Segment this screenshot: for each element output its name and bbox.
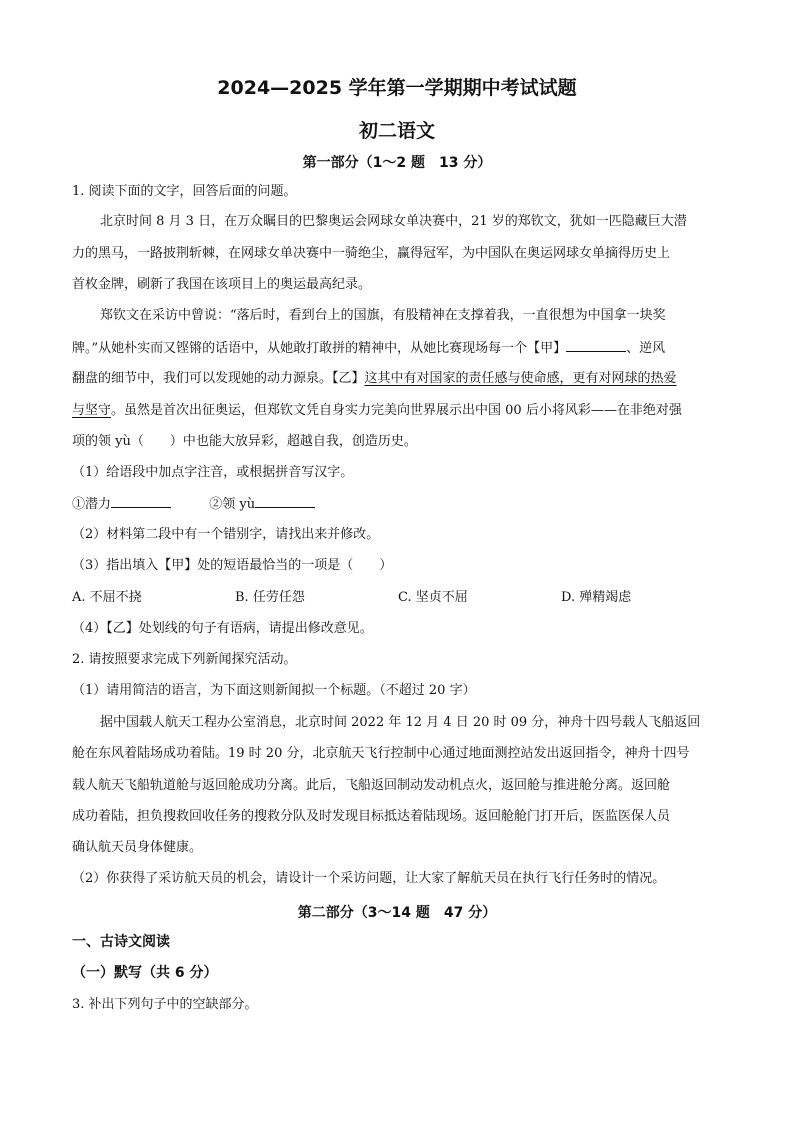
q2-intro: 2. 请按照要求完成下列新闻探究活动。	[72, 652, 297, 667]
q1-para2-line5: 项的领 yù（ ）中也能大放异彩，超越自我，创造历史。	[72, 434, 417, 449]
news-line1: 据中国载人航天工程办公室消息，北京时间 2022 年 12 月 4 日 20 时 09 分，神舟十四号载人飞船返回	[100, 715, 701, 730]
part2-heading: 第二部分（3～14 题 47 分）	[297, 905, 497, 921]
q2-sub2: （2）你获得了采访航天员的机会，请设计一个采访问题，让大家了解航天员在执行飞行任务时的情况。	[72, 871, 666, 886]
subject-title: 初二语文	[358, 120, 435, 142]
q1-para2-line3-text: 翻盘的细节中，我们可以发现她的动力源泉。【乙】	[72, 371, 365, 386]
q1-para1-line1: 北京时间 8 月 3 日，在万众瞩目的巴黎奥运会网球女单决赛中，21 岁的郑钦文，犹如一匹隐藏巨大潜	[100, 214, 687, 229]
q1-para1-line2: 力的黑马，一路披荆斩棘，在网球女单决赛中一骑绝尘，赢得冠军，为中国队在奥运网球女单摘得历史上	[72, 246, 671, 261]
q1-sub4: （4）【乙】处划线的句子有语病，请提出修改意见。	[72, 621, 373, 636]
q1-para2-line2-text: 牌。”从她朴实而又铿锵的话语中，从她敢打敢拼的精神中，从她比赛现场每一个【甲】	[72, 341, 567, 356]
sub1-item-a: ①潜力	[72, 497, 112, 512]
q1-para2-line2-tail: 、逆风	[626, 341, 666, 356]
q3-intro: 3. 补出下列句子中的空缺部分。	[72, 997, 258, 1012]
q2-sub1: （1）请用简洁的语言，为下面这则新闻拟一个标题。（不超过 20 字）	[72, 683, 476, 698]
part1-heading: 第一部分（1～2 题 13 分）	[302, 155, 492, 171]
q1-intro: 1. 阅读下面的文字，回答后面的问题。	[72, 184, 297, 199]
yi-underlined-sentence: 这其中有对国家的责任感与使命感，更有对网球的热爱	[364, 371, 677, 386]
news-line5: 确认航天员身体健康。	[72, 840, 203, 855]
jia-blank[interactable]	[566, 339, 626, 352]
q1-sub3: （3）指出填入【甲】处的短语最恰当的一项是（ ）	[72, 558, 393, 573]
option-d[interactable]: D. 殚精竭虑	[561, 590, 632, 605]
q1-para2-line4-text: 。虽然是首次出征奥运，但郑钦文凭自身实力完美向世界展示出中国 00 后小将风彩——在非绝对强	[111, 403, 682, 418]
answer-blank-b[interactable]	[255, 495, 315, 508]
section-classical-reading: 一、古诗文阅读	[72, 934, 170, 950]
news-line3: 载人航天飞船轨道舱与返回舱成功分离。此后，飞船返回制动发动机点火，返回舱与推进舱分离。返回舱	[72, 778, 671, 793]
q1-sub1-answers	[72, 495, 724, 514]
sub1-item-b: ②领 yù	[209, 497, 256, 512]
yi-underlined-sentence-end: 与坚守	[72, 403, 112, 418]
exam-title: 2024—2025 学年第一学期期中考试试题	[217, 77, 577, 99]
option-b[interactable]: B. 任劳任怨	[235, 590, 305, 605]
subsection-dictation: （一）默写（共 6 分）	[72, 965, 218, 981]
answer-blank-a[interactable]	[111, 495, 171, 508]
option-c[interactable]: C. 坚贞不屈	[398, 590, 468, 605]
news-line2: 舱在东风着陆场成功着陆。19 时 20 分，北京航天飞行控制中心通过地面测控站发出返回指令，神舟十四号	[72, 746, 690, 761]
q1-para2-line1: 郑钦文在采访中曾说：“落后时，看到台上的国旗，有股精神在支撑着我，一直很想为中国拿一块奖	[100, 308, 666, 323]
q1-para1-line3: 首枚金牌，刷新了我国在该项目上的奥运最高纪录。	[72, 277, 372, 292]
news-line4: 成功着陆，担负搜救回收任务的搜救分队及时发现目标抵达着陆现场。返回舱舱门打开后，医监医保人员	[72, 809, 671, 824]
q1-para2-line3	[72, 370, 724, 388]
q1-sub2: （2）材料第二段中有一个错别字，请找出来并修改。	[72, 527, 380, 542]
q1-para2-line2	[72, 339, 724, 358]
q1-para2-line4	[72, 402, 724, 420]
q1-sub1: （1）给语段中加点字注音，或根据拼音写汉字。	[72, 465, 354, 480]
option-a[interactable]: A. 不屈不挠	[72, 590, 142, 605]
